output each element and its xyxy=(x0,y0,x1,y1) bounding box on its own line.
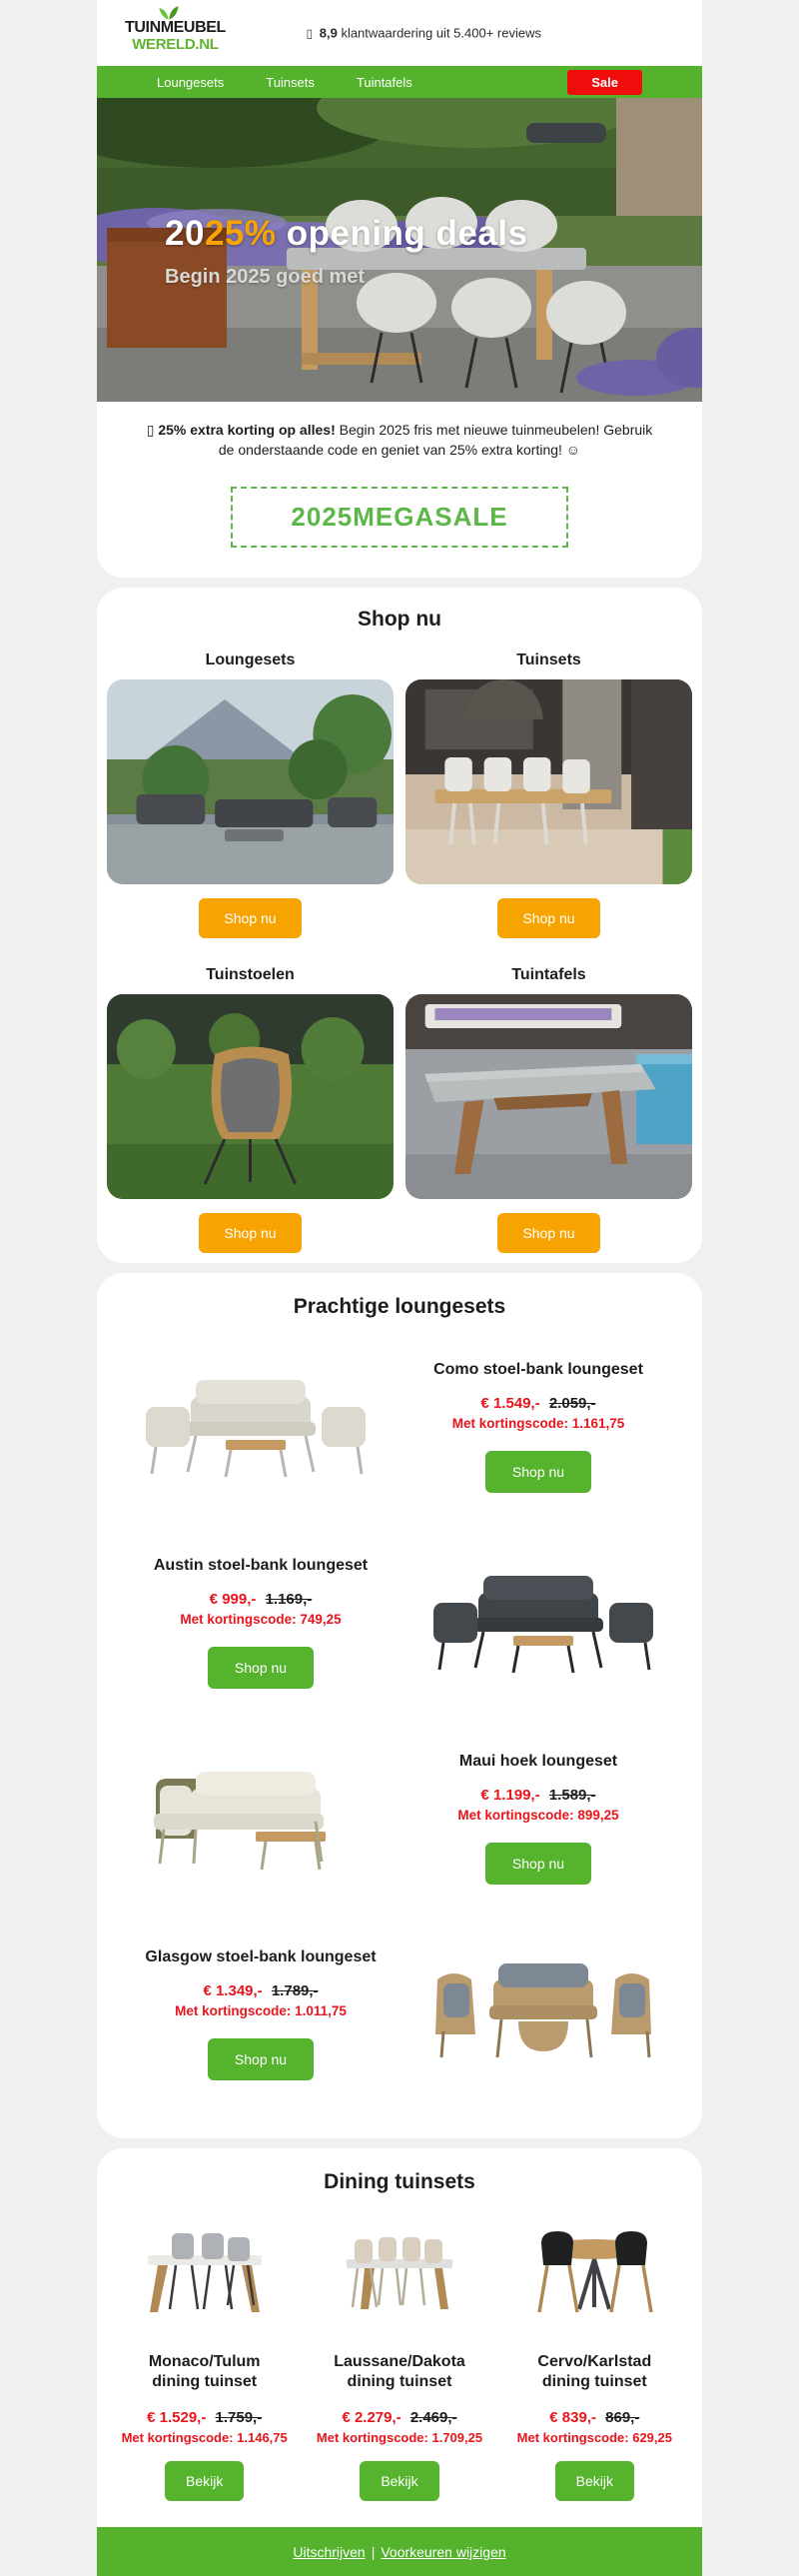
laussane-product-image[interactable] xyxy=(308,2214,490,2332)
discount-line: Met kortingscode: 1.161,75 xyxy=(451,1415,625,1431)
lounge-section xyxy=(97,1273,702,2138)
discount-line: Met kortingscode: 1.709,25 xyxy=(316,2430,483,2446)
price-line xyxy=(117,1591,404,1608)
dining-grid xyxy=(113,2214,686,2502)
promo-text xyxy=(97,402,702,461)
bekijk-button[interactable]: Bekijk xyxy=(360,2461,438,2501)
bekijk-button[interactable]: Bekijk xyxy=(555,2461,634,2501)
sale-button[interactable]: Sale xyxy=(567,70,642,95)
coupon-wrap xyxy=(97,461,702,578)
price-line xyxy=(503,2409,686,2426)
glasgow-product-image[interactable] xyxy=(404,1939,682,2089)
shop-nu-button[interactable]: Shop nu xyxy=(208,1647,314,1689)
product-title: Como stoel-bank loungeset xyxy=(433,1360,643,1378)
shop-nu-button[interactable]: Shop nu xyxy=(485,1451,591,1493)
dining-cell-monaco xyxy=(113,2214,296,2502)
promo-bold: 25% extra korting op alles! xyxy=(158,422,336,438)
rating-line xyxy=(307,26,541,41)
coupon-code: 2025MEGASALE xyxy=(231,487,567,548)
product-row-austin xyxy=(117,1525,682,1721)
dining-section-title: Dining tuinsets xyxy=(324,2169,475,2193)
price-line xyxy=(395,1395,682,1412)
discount-line: Met kortingscode: 899,25 xyxy=(457,1807,619,1823)
price-old: 2.059,- xyxy=(548,1394,596,1412)
discount-line: Met kortingscode: 749,25 xyxy=(180,1611,342,1627)
leaf-icon xyxy=(159,6,179,20)
product-row-glasgow xyxy=(117,1917,682,2112)
price-new: € 1.549,- xyxy=(480,1394,540,1412)
price-old: 2.469,- xyxy=(409,2409,457,2427)
star-icon: ▯ xyxy=(306,26,314,41)
product-title: Cervo/Karlstad dining tuinset xyxy=(537,2352,652,2391)
lounge-section-title: Prachtige loungesets xyxy=(293,1294,506,1318)
hero-subtitle: Begin 2025 goed met xyxy=(165,266,366,288)
shop-section-title: Shop nu xyxy=(358,607,441,631)
category-title: Loungesets xyxy=(205,650,296,668)
category-loungesets xyxy=(107,651,394,938)
nav-item-tuintafels[interactable]: Tuintafels xyxy=(356,74,412,90)
footer-separator: | xyxy=(371,2544,376,2561)
nav-bar xyxy=(97,66,702,98)
dining-cell-cervo xyxy=(503,2214,686,2502)
price-old: 1.759,- xyxy=(215,2409,263,2427)
rating-score: 8,9 xyxy=(319,25,338,41)
hero-banner xyxy=(97,98,702,402)
price-old: 1.589,- xyxy=(548,1786,596,1804)
price-new: € 2.279,- xyxy=(342,2409,401,2427)
loungesets-category-image[interactable] xyxy=(107,679,394,884)
hero-title: 2025% opening deals xyxy=(165,214,528,253)
price-line xyxy=(117,1982,404,1999)
nav-item-loungesets[interactable]: Loungesets xyxy=(157,74,225,90)
maui-product-image[interactable] xyxy=(117,1744,395,1894)
rating-text: klantwaardering uit 5.400+ reviews xyxy=(341,25,541,41)
product-title: Maui hoek loungeset xyxy=(458,1752,618,1770)
product-row-maui xyxy=(117,1721,682,1917)
category-tuintafels xyxy=(405,966,692,1253)
austin-product-info xyxy=(117,1557,404,1689)
glasgow-product-info xyxy=(117,1948,404,2080)
header xyxy=(97,0,702,66)
category-title: Tuinsets xyxy=(516,650,581,668)
austin-product-image[interactable] xyxy=(404,1548,682,1698)
price-line xyxy=(113,2409,296,2426)
unsubscribe-link[interactable]: Uitschrijven xyxy=(293,2544,366,2561)
product-title: Monaco/Tulum dining tuinset xyxy=(148,2352,261,2391)
product-title: Laussane/Dakota dining tuinset xyxy=(334,2352,465,2391)
shop-nu-button[interactable]: Shop nu xyxy=(497,1213,599,1253)
como-product-image[interactable] xyxy=(117,1352,395,1502)
price-old: 1.789,- xyxy=(271,1981,319,1999)
price-new: € 1.349,- xyxy=(203,1981,263,1999)
discount-line: Met kortingscode: 1.011,75 xyxy=(175,2002,347,2018)
tuinsets-category-image[interactable] xyxy=(405,679,692,884)
party-icon: ▯ xyxy=(146,422,155,438)
bekijk-button[interactable]: Bekijk xyxy=(165,2461,244,2501)
logo-line2: WERELD.NL xyxy=(132,36,219,53)
tuintafels-category-image[interactable] xyxy=(405,994,692,1199)
hero-text xyxy=(165,214,528,289)
maui-product-info xyxy=(395,1753,682,1885)
discount-line: Met kortingscode: 629,25 xyxy=(516,2430,672,2446)
content-column xyxy=(97,0,702,2576)
price-new: € 999,- xyxy=(209,1590,257,1608)
price-old: 1.169,- xyxy=(265,1590,313,1608)
price-line xyxy=(308,2409,490,2426)
price-new: € 1.199,- xyxy=(480,1786,540,1804)
preferences-link[interactable]: Voorkeuren wijzigen xyxy=(381,2544,506,2561)
tuinstoelen-category-image[interactable] xyxy=(107,994,394,1199)
dining-section xyxy=(97,2148,702,2528)
product-title: Austin stoel-bank loungeset xyxy=(153,1556,369,1574)
promo-rest: Begin 2025 fris met nieuwe tuinmeubelen! Gebruik de onderstaande code en geniet van 25% extra korting! ☺ xyxy=(218,422,653,459)
como-product-info xyxy=(395,1361,682,1493)
shop-nu-button[interactable]: Shop nu xyxy=(485,1843,591,1885)
cervo-product-image[interactable] xyxy=(503,2214,686,2332)
dining-cell-laussane xyxy=(308,2214,490,2502)
price-new: € 839,- xyxy=(549,2409,596,2427)
shop-nu-button[interactable]: Shop nu xyxy=(199,898,301,938)
top-card xyxy=(97,0,702,578)
nav-item-tuinsets[interactable]: Tuinsets xyxy=(266,74,315,90)
footer xyxy=(97,2527,702,2576)
product-title: Glasgow stoel-bank loungeset xyxy=(145,1947,377,1965)
category-tuinstoelen xyxy=(107,966,394,1253)
logo-line1: TUINMEUBEL xyxy=(125,19,226,36)
shop-nu-button[interactable]: Shop nu xyxy=(199,1213,301,1253)
category-title: Tuinstoelen xyxy=(206,965,295,983)
monaco-product-image[interactable] xyxy=(113,2214,296,2332)
logo[interactable] xyxy=(125,10,226,52)
category-grid xyxy=(107,651,692,1253)
hero-title-accent: 25% xyxy=(204,214,277,253)
price-new: € 1.529,- xyxy=(147,2409,207,2427)
shop-section xyxy=(97,588,702,1263)
discount-line: Met kortingscode: 1.146,75 xyxy=(121,2430,288,2446)
category-title: Tuintafels xyxy=(511,965,586,983)
category-tuinsets xyxy=(405,651,692,938)
price-old: 869,- xyxy=(605,2409,640,2427)
price-line xyxy=(395,1787,682,1804)
shop-nu-button[interactable]: Shop nu xyxy=(208,2038,314,2080)
product-row-como xyxy=(117,1329,682,1525)
shop-nu-button[interactable]: Shop nu xyxy=(497,898,599,938)
